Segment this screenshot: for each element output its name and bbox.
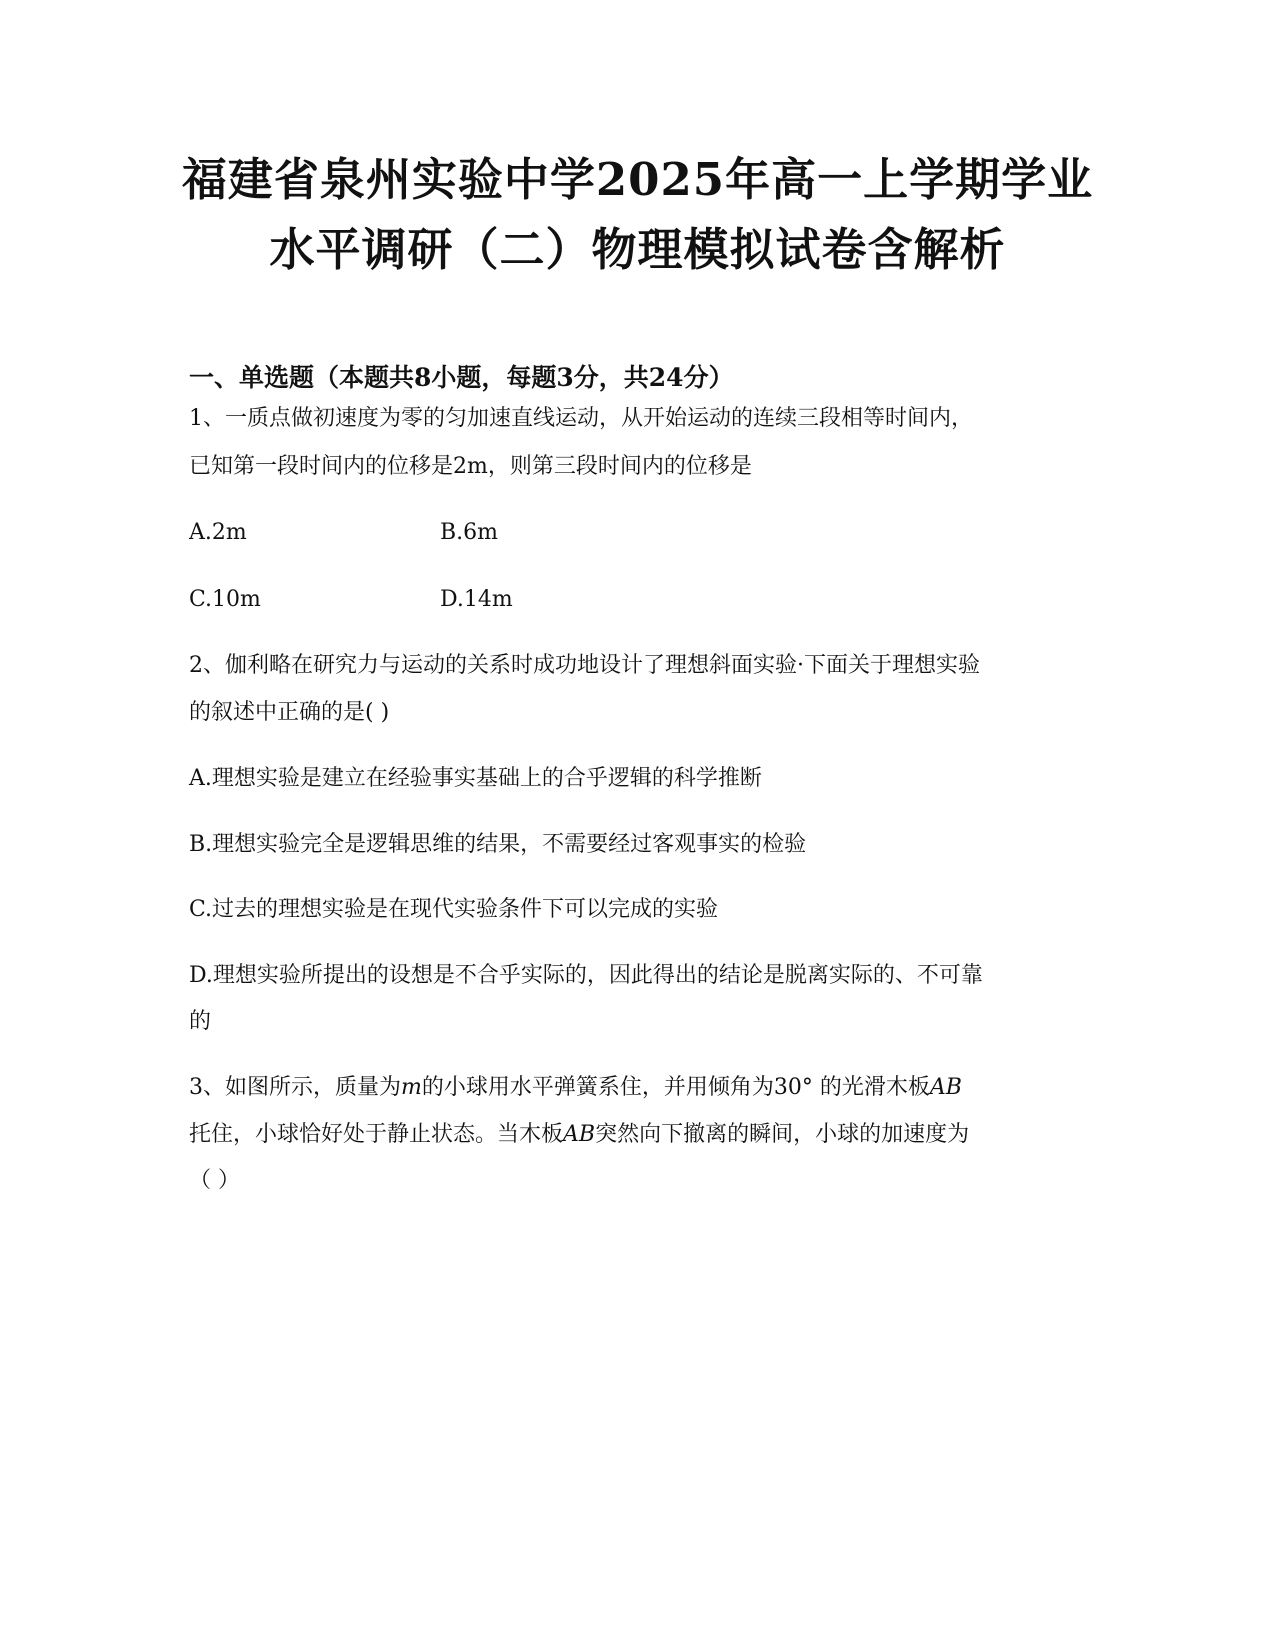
question-1-option-b: B.6m	[440, 520, 499, 545]
question-1-text-line-2: 已知第一段时间内的位移是2m，则第三段时间内的位移是	[189, 454, 752, 479]
question-3-text-segment: 突然向下撤离的瞬间，小球的加速度为	[595, 1122, 970, 1147]
board-label-ab: AB	[563, 1122, 596, 1147]
question-2-option-b: B.理想实验完全是逻辑思维的结果，不需要经过客观事实的检验	[189, 832, 807, 857]
question-2-option-c: C.过去的理想实验是在现代实验条件下可以完成的实验	[189, 897, 719, 922]
question-3-text-line-2	[189, 1119, 969, 1151]
question-2-option-d-line-2: 的	[189, 1009, 212, 1034]
question-3-answer-blank: （ ）	[189, 1168, 240, 1193]
question-1-option-d: D.14m	[440, 587, 513, 612]
question-2-text-line-1: 2、伽利略在研究力与运动的关系时成功地设计了理想斜面实验·下面关于理想实验	[189, 653, 980, 678]
mass-symbol: m	[401, 1075, 422, 1100]
question-2-option-d-line-1: D.理想实验所提出的设想是不合乎实际的，因此得出的结论是脱离实际的、不可靠	[189, 963, 983, 988]
question-1-option-c: C.10m	[189, 587, 261, 612]
question-1-option-a: A.2m	[189, 520, 247, 545]
question-2-text-line-2: 的叙述中正确的是( )	[189, 700, 390, 725]
question-1-text-line-1: 1、一质点做初速度为零的匀加速直线运动，从开始运动的连续三段相等时间内，	[189, 406, 973, 431]
document-title-line-1: 福建省泉州实验中学2025年高一上学期学业	[181, 153, 1094, 206]
board-label-ab: AB	[929, 1075, 962, 1100]
question-3-text-segment: 的小球用水平弹簧系住，并用倾角为30° 的光滑木板	[421, 1075, 930, 1100]
document-title-line-2: 水平调研（二）物理模拟试卷含解析	[269, 223, 1006, 276]
question-2-option-a: A.理想实验是建立在经验事实基础上的合乎逻辑的科学推断	[189, 766, 762, 791]
question-3-text-segment: 3、如图所示，质量为	[189, 1075, 401, 1100]
question-3-text-segment: 托住，小球恰好处于静止状态。当木板	[189, 1122, 564, 1147]
question-3-text-line-1	[189, 1072, 962, 1104]
section-heading-single-choice: 一、单选题（本题共8小题，每题3分，共24分）	[189, 363, 734, 392]
